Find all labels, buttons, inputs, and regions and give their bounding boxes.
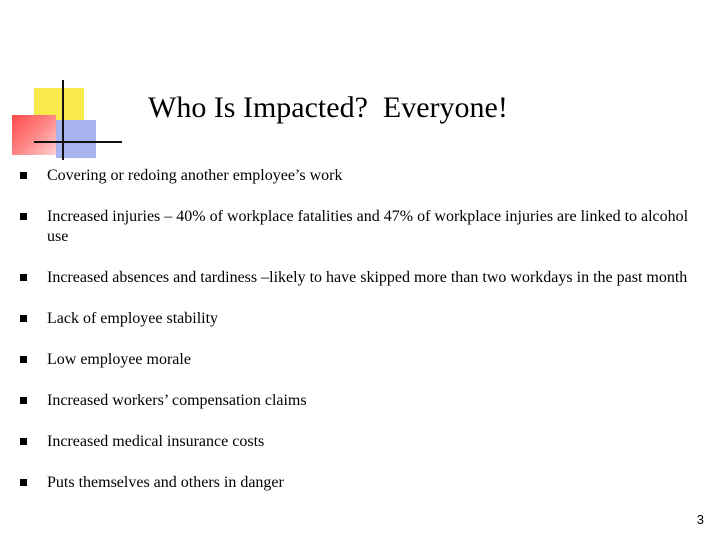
square-bullet-icon [20,315,27,322]
square-bullet-icon [20,438,27,445]
square-bullet-icon [20,356,27,363]
bullet-text: Covering or redoing another employee’s work [47,167,343,184]
bullet-text: Puts themselves and others in danger [47,474,284,491]
bullet-text: Increased absences and tardiness –likely to have skipped more than two workdays in the past month [47,269,688,286]
bullet-item [18,350,708,370]
square-bullet-icon [20,479,27,486]
bullet-item [18,207,708,247]
bullet-list [18,166,708,514]
bullet-text: Low employee morale [47,351,191,368]
bullet-text: Increased workers’ compensation claims [47,392,307,409]
square-bullet-icon [20,274,27,281]
bullet-text: Increased medical insurance costs [47,433,265,450]
slide-title: Who Is Impacted? Everyone! [148,91,508,124]
bullet-item [18,432,708,452]
horizontal-rule [34,141,122,143]
square-bullet-icon [20,397,27,404]
bullet-text: Increased injuries – 40% of workplace fatalities and 47% of workplace injuries are linked to alcohol use [47,208,689,245]
square-bullet-icon [20,172,27,179]
bullet-text: Lack of employee stability [47,310,219,327]
square-bullet-icon [20,213,27,220]
bullet-item [18,166,708,186]
decorative-logo [0,0,120,170]
bullet-item [18,391,708,411]
bullet-item [18,309,708,329]
bullet-item [18,473,708,493]
page-number: 3 [696,512,704,527]
red-square [12,115,56,155]
vertical-rule [62,80,64,160]
bullet-item [18,268,708,288]
